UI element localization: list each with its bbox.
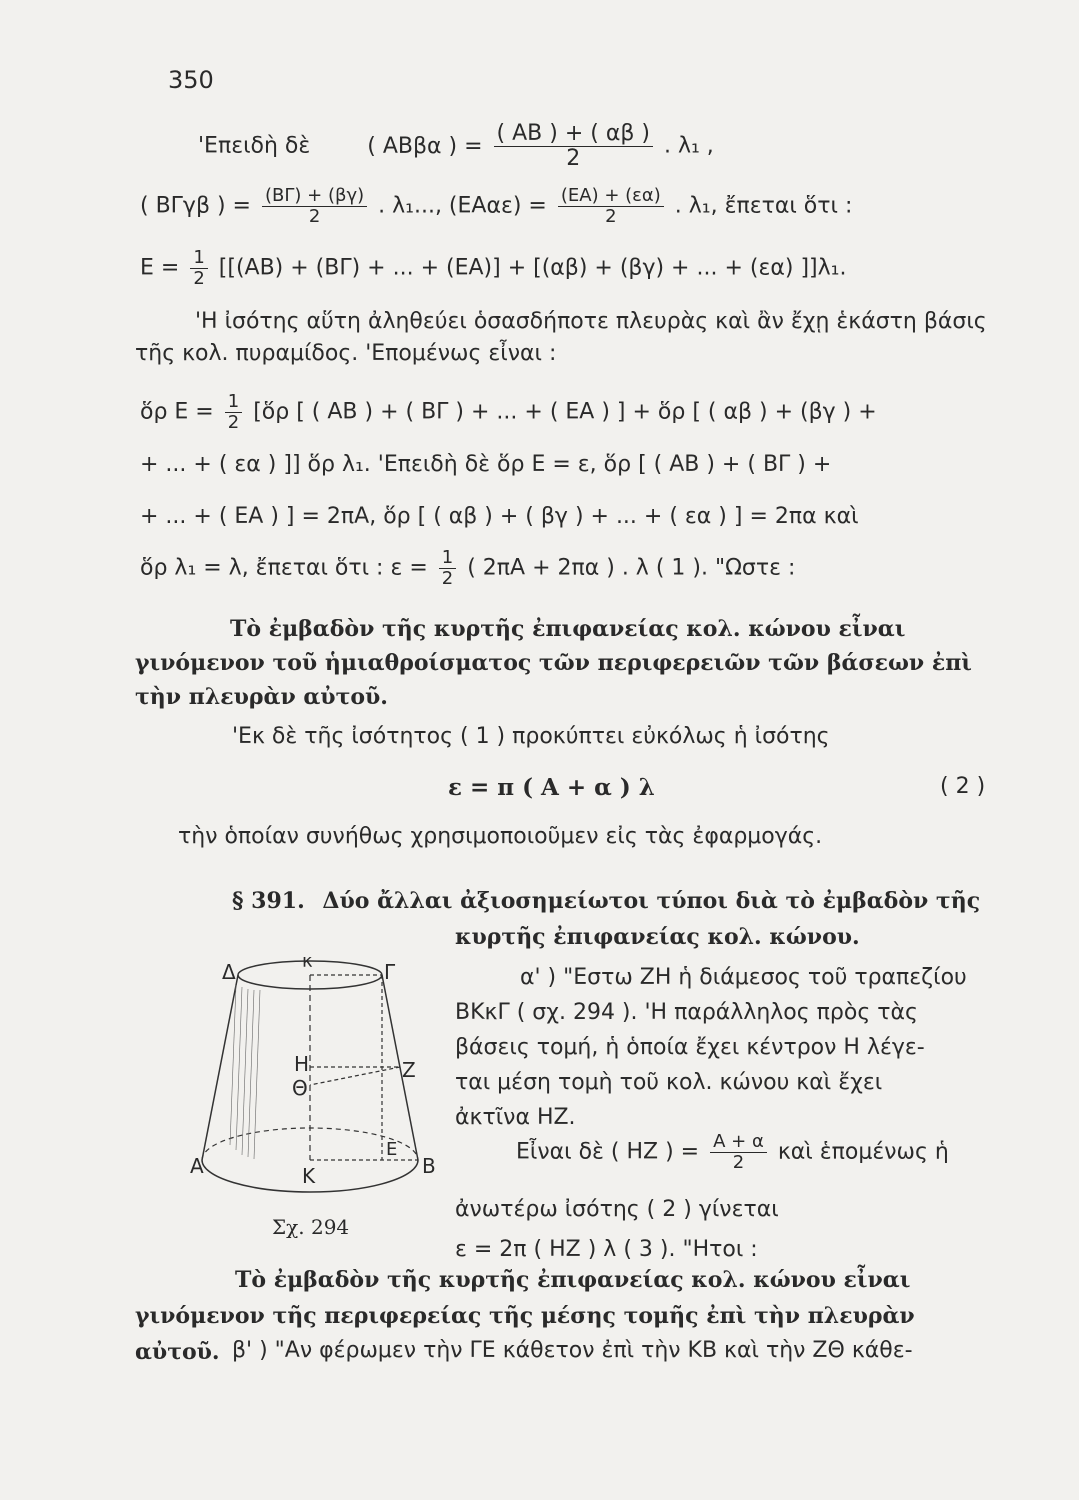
fraction-denominator: 2	[227, 411, 240, 433]
formula-line-5: + ... + ( εα ) ]] ὅρ λ₁. 'Επειδὴ δὲ ὅρ Ε = ε, ὅρ [ ( ΑΒ ) + ( ΒΓ ) +	[140, 452, 832, 477]
label-epsilon: Ε	[386, 1139, 398, 1160]
ztheta-line	[310, 1067, 400, 1085]
fraction-numerator: 1	[439, 548, 456, 569]
formula-post: καὶ ἑπομένως ἡ	[777, 1139, 949, 1165]
paragraph-1: 'Η ἰσότης αὕτη ἀληθεύει ὁσασδήποτε πλευρὰς καὶ ἂν ἔχῃ ἑκάστη βάσις τῆς κολ. πυραμίδος. 'Επομένως εἶναι :	[135, 309, 987, 366]
formula-line-4	[140, 392, 877, 433]
section-title-line-2: κυρτῆς ἐπιφανείας κολ. κώνου.	[455, 924, 860, 950]
fraction-denominator: 2	[441, 567, 454, 589]
fraction-numerator: (ΕΑ) + (εα)	[558, 186, 664, 207]
fraction-denominator: 2	[308, 205, 321, 227]
formula-suffix: . λ₁, ἔπεται ὅτι :	[674, 193, 853, 219]
fraction-numerator: Α + α	[710, 1132, 767, 1153]
label-eta: Η	[294, 1052, 310, 1076]
formula-fraction	[439, 548, 456, 589]
text-line: ται μέση τομὴ τοῦ κολ. κώνου καὶ ἔχει	[455, 1070, 883, 1095]
fraction-numerator: (ΒΓ) + (βγ)	[262, 186, 367, 207]
fraction-numerator: 1	[190, 248, 207, 269]
text-line: α' ) "Εστω ΖΗ ἡ διάμεσος τοῦ τραπεζίου	[520, 965, 967, 990]
fraction-denominator: 2	[732, 1151, 745, 1173]
figure-truncated-cone	[190, 945, 450, 1241]
label-kappa-capital: Κ	[302, 1164, 316, 1188]
formula-lhs: Ε =	[140, 255, 180, 281]
fraction-denominator: 2	[605, 205, 617, 227]
formula-pre: ὅρ λ₁ = λ, ἔπεται ὅτι : ε =	[140, 555, 428, 581]
formula-fraction	[190, 248, 207, 289]
label-delta: Δ	[222, 960, 236, 984]
formula-prefix: 'Επειδὴ δὲ	[198, 133, 311, 159]
section-number: § 391.	[232, 888, 305, 914]
formula-tag: ( 2 )	[940, 774, 986, 799]
label-alpha: Α	[190, 1154, 204, 1178]
fraction-denominator: 2	[193, 267, 205, 289]
left-side	[202, 975, 238, 1160]
text-line: ἀκτῖνα ΗΖ.	[455, 1105, 576, 1130]
paragraph-2: 'Εκ δὲ τῆς ἰσότητος ( 1 ) προκύπτει εὐκόλως ἡ ἰσότης	[232, 724, 830, 749]
formula-line-6: + ... + ( ΕΑ ) ] = 2πΑ, ὅρ [ ( αβ ) + ( βγ ) + ... + ( εα ) ] = 2πα καὶ	[140, 504, 859, 529]
formula-fraction	[225, 392, 242, 433]
last-line: β' ) "Αν φέρωμεν τὴν ΓΕ κάθετον ἐπὶ τὴν ΚΒ καὶ τὴν ΖΘ κάθε-	[232, 1338, 913, 1363]
formula-body: [ὅρ [ ( ΑΒ ) + ( ΒΓ ) + ... + ( ΕΑ ) ] + ὅρ [ ( αβ ) + (βγ ) +	[253, 399, 877, 425]
formula-line-7	[140, 548, 795, 589]
formula-line-1	[198, 122, 714, 171]
formula-suffix: . λ₁ ,	[663, 133, 714, 159]
text-line: ΒΚκΓ ( σχ. 294 ). 'Η παράλληλος πρὸς τὰς	[455, 1000, 918, 1025]
section-title: Δύο ἄλλαι ἀξιοσημείωτοι τύποι διὰ τὸ ἐμβαδὸν τῆς	[322, 888, 981, 914]
page-number: 350	[168, 66, 214, 94]
main-formula: ε = π ( Α + α ) λ	[448, 774, 655, 801]
label-beta: Β	[422, 1154, 436, 1178]
formula-line-3	[140, 248, 846, 289]
formula-body: [[(ΑΒ) + (ΒΓ) + ... + (ΕΑ)] + [(αβ) + (βγ) + ... + (εα) ]]λ₁.	[218, 255, 847, 281]
paragraph-3: τὴν ὁποίαν συνήθως χρησιμοποιοῦμεν εἰς τὰς ἐφαρμογάς.	[178, 824, 823, 849]
formula-mid: . λ₁..., (ΕΑαε) =	[378, 193, 547, 219]
formula-lhs: ( ΒΓγβ ) =	[140, 193, 251, 219]
right-column-2	[455, 1190, 779, 1270]
label-zeta: Ζ	[402, 1058, 416, 1082]
label-kappa: κ	[302, 951, 313, 972]
fraction-numerator: ( ΑΒ ) + ( αβ )	[494, 122, 653, 147]
formula-fraction	[262, 186, 367, 227]
hz-formula	[516, 1132, 949, 1173]
formula-line-2	[140, 186, 852, 227]
section-heading	[232, 888, 980, 914]
theorem-2: Τὸ ἐμβαδὸν τῆς κυρτῆς ἐπιφανείας κολ. κώνου εἶναι γινόμενον τῆς περιφερείας τῆς μέσης τομῆς ἐπὶ τὴν πλευρὰν αὐτοῦ.	[135, 1267, 915, 1365]
formula-lhs: ὅρ Ε =	[140, 399, 214, 425]
formula-lhs: ( ΑΒβα ) =	[367, 133, 483, 159]
formula-pre: Εἶναι δὲ ( ΗΖ ) =	[516, 1139, 700, 1165]
formula-fraction	[710, 1132, 767, 1173]
formula-post: ( 2πΑ + 2πα ) . λ ( 1 ). "Ωστε :	[467, 555, 796, 581]
text-line: βάσεις τομή, ἡ ὁποία ἔχει κέντρον Η λέγε-	[455, 1035, 925, 1060]
fraction-numerator: 1	[225, 392, 242, 413]
formula-fraction	[494, 122, 653, 171]
label-theta: Θ	[292, 1076, 308, 1100]
text-line: ε = 2π ( ΗΖ ) λ ( 3 ). "Ητοι :	[455, 1237, 758, 1262]
formula-fraction	[558, 186, 664, 227]
right-column	[455, 960, 967, 1135]
label-gamma: Γ	[384, 960, 396, 984]
theorem-1: Τὸ ἐμβαδὸν τῆς κυρτῆς ἐπιφανείας κολ. κώνου εἶναι γινόμενον τοῦ ἡμιαθροίσματος τῶν περιφερειῶν τῶν βάσεων ἐπὶ τὴν πλευρὰν αὐτοῦ.	[135, 616, 972, 710]
cone-diagram	[190, 945, 450, 1235]
text-line: ἀνωτέρω ἰσότης ( 2 ) γίνεται	[455, 1197, 779, 1222]
fraction-denominator: 2	[566, 146, 581, 172]
figure-caption: Σχ. 294	[272, 1215, 350, 1239]
